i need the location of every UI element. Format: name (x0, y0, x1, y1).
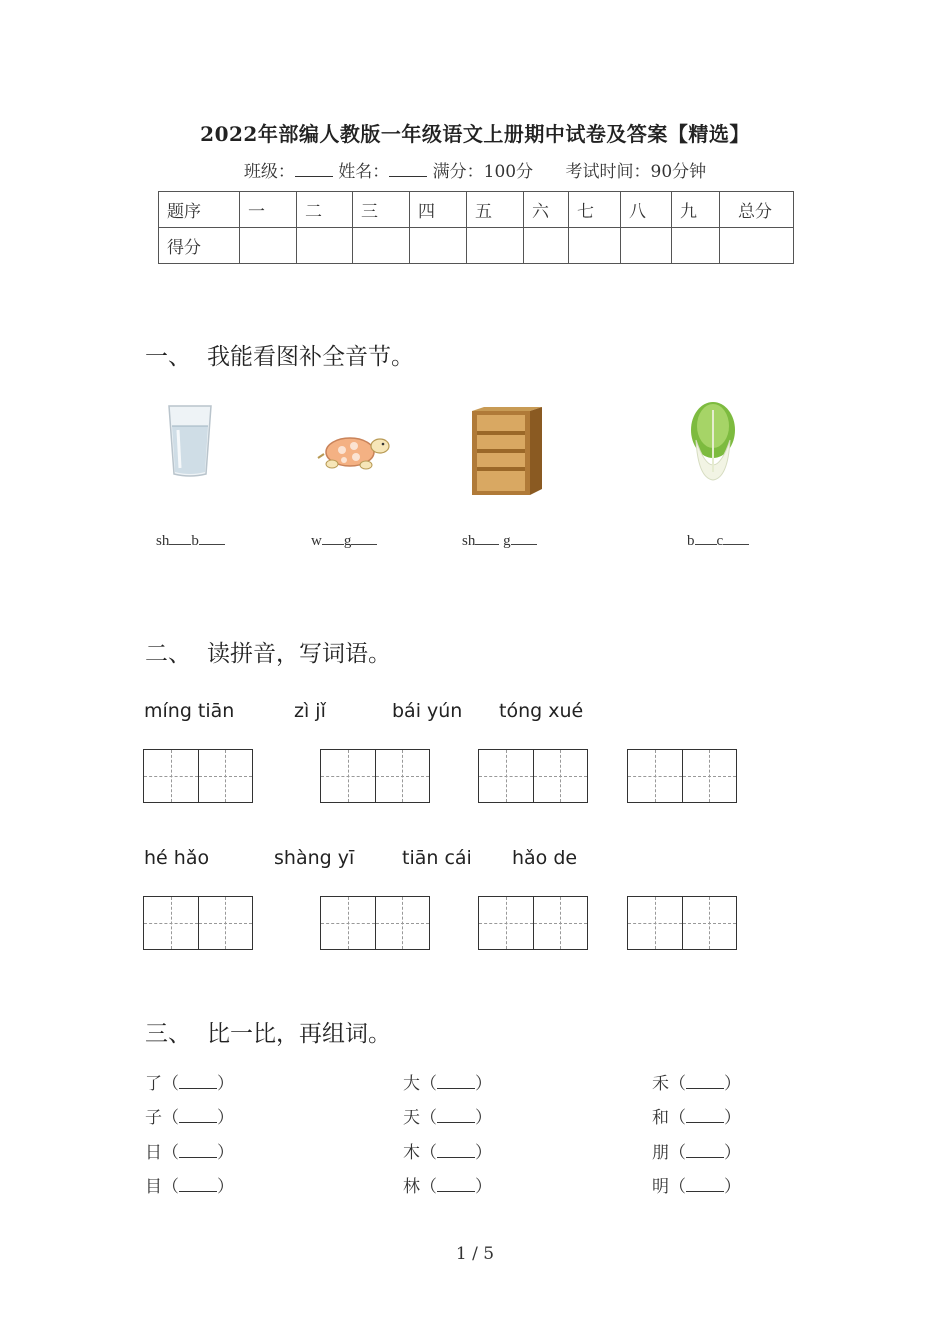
score-header-cell: 八 (621, 192, 672, 228)
section3-title: 比一比，再组词。 (207, 1021, 391, 1047)
writing-grid[interactable] (627, 896, 737, 950)
section3-heading (145, 1015, 391, 1048)
score-cell[interactable] (410, 228, 467, 264)
pinyin-label: zì jǐ (294, 700, 326, 722)
compare-item[interactable]: 目（ ） (145, 1177, 234, 1197)
section2-heading (145, 635, 391, 668)
score-cell[interactable] (467, 228, 524, 264)
class-label: 班级： (243, 162, 295, 182)
page-number: 1 / 5 (455, 1244, 495, 1264)
pinyin-label: tóng xué (499, 700, 584, 722)
score-header-cell: 题序 (159, 192, 240, 228)
score-cell[interactable] (297, 228, 353, 264)
score-header-cell: 二 (297, 192, 353, 228)
writing-grid[interactable] (627, 749, 737, 803)
syllable-blank-1[interactable]: sh b (156, 530, 225, 550)
full-score: 满分：100分 (432, 162, 534, 182)
compare-item[interactable]: 了（ ） (145, 1074, 234, 1094)
writing-grid[interactable] (143, 896, 253, 950)
writing-grid[interactable] (320, 896, 430, 950)
score-cell[interactable] (353, 228, 410, 264)
pinyin-label: bái yún (392, 700, 463, 722)
syllable-blank-2[interactable]: w g (311, 530, 377, 550)
compare-item[interactable]: 朋（ ） (652, 1143, 741, 1163)
score-header-cell: 九 (672, 192, 720, 228)
compare-item[interactable]: 和（ ） (652, 1108, 741, 1128)
name-label: 姓名： (338, 162, 390, 182)
glass-of-water-icon (166, 404, 214, 478)
exam-info (0, 157, 950, 182)
name-blank (389, 162, 427, 177)
compare-item[interactable]: 木（ ） (403, 1143, 492, 1163)
syllable-blank-3[interactable]: sh g (462, 530, 537, 550)
pinyin-label: shàng yī (274, 847, 355, 869)
score-header-cell: 总分 (720, 192, 794, 228)
compare-item[interactable]: 子（ ） (145, 1108, 234, 1128)
syllable-blank-4[interactable]: b c (687, 530, 749, 550)
compare-item[interactable]: 日（ ） (145, 1143, 234, 1163)
score-table (158, 191, 794, 264)
score-cell[interactable] (720, 228, 794, 264)
score-table-header-row (159, 192, 794, 228)
section1-title: 我能看图补全音节。 (207, 344, 414, 370)
compare-item[interactable]: 禾（ ） (652, 1074, 741, 1094)
writing-grid[interactable] (320, 749, 430, 803)
page-title: 2022年部编人教版一年级语文上册期中试卷及答案【精选】 (200, 122, 750, 146)
writing-grid[interactable] (143, 749, 253, 803)
score-cell[interactable] (672, 228, 720, 264)
pinyin-label: hé hǎo (144, 847, 210, 869)
exam-time: 考试时间：90分钟 (565, 162, 707, 182)
section2-number: 二、 (145, 641, 191, 667)
score-header-cell: 三 (353, 192, 410, 228)
compare-item[interactable]: 林（ ） (403, 1177, 492, 1197)
cabbage-icon (688, 400, 738, 482)
score-header-cell: 四 (410, 192, 467, 228)
compare-item[interactable]: 天（ ） (403, 1108, 492, 1128)
writing-grid[interactable] (478, 749, 588, 803)
score-header-cell: 七 (569, 192, 621, 228)
score-cell[interactable] (524, 228, 569, 264)
section1-heading (145, 338, 414, 371)
score-table-score-row (159, 228, 794, 264)
section1-number: 一、 (145, 344, 191, 370)
class-blank (295, 162, 333, 177)
score-cell[interactable] (240, 228, 297, 264)
score-header-cell: 六 (524, 192, 569, 228)
pinyin-label: tiān cái (402, 847, 472, 869)
turtle-icon (316, 432, 392, 472)
writing-grid[interactable] (478, 896, 588, 950)
score-header-cell: 五 (467, 192, 524, 228)
pinyin-label: míng tiān (144, 700, 235, 722)
section3-number: 三、 (145, 1021, 191, 1047)
compare-item[interactable]: 大（ ） (403, 1074, 492, 1094)
score-header-cell: 一 (240, 192, 297, 228)
score-row-label: 得分 (159, 228, 240, 264)
section2-title: 读拼音，写词语。 (207, 641, 391, 667)
score-cell[interactable] (569, 228, 621, 264)
compare-item[interactable]: 明（ ） (652, 1177, 741, 1197)
pinyin-label: hǎo de (512, 847, 578, 869)
score-cell[interactable] (621, 228, 672, 264)
bookshelf-icon (470, 405, 544, 497)
